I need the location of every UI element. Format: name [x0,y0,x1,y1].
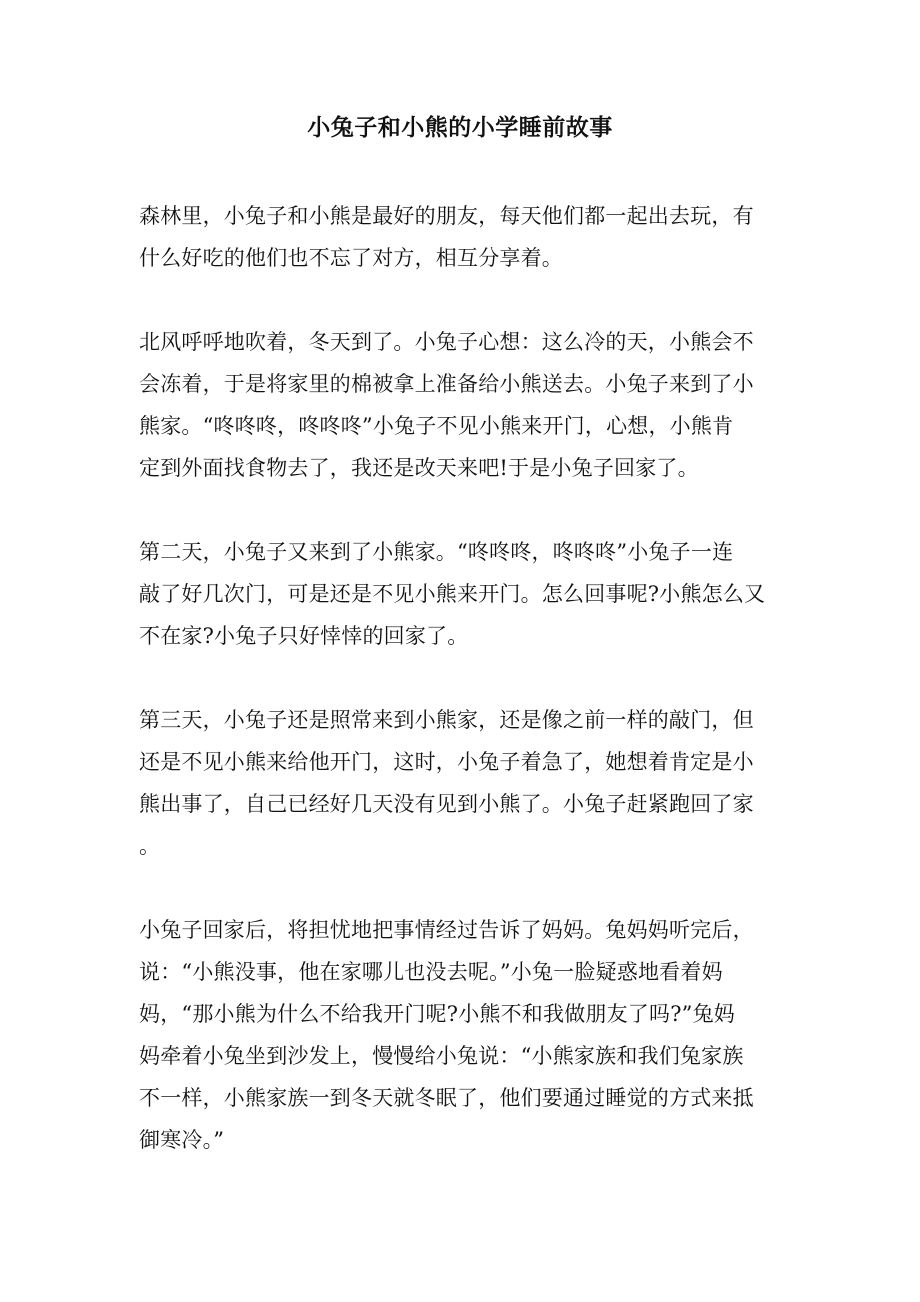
paragraph-line: 说：“小熊没事，他在家哪儿也没去呢。”小兔一脸疑惑地看着妈 [139,960,723,984]
paragraph-line: 定到外面找食物去了，我还是改天来吧!于是小兔子回家了。 [139,456,699,480]
paragraph-line: 会冻着，于是将家里的棉被拿上准备给小熊送去。小兔子来到了小 [139,372,754,396]
paragraph-line: 妈牵着小兔坐到沙发上，慢慢给小兔说：“小熊家族和我们兔家族 [139,1044,744,1068]
paragraph-line: 第三天，小兔子还是照常来到小熊家，还是像之前一样的敲门，但 [139,708,754,732]
paragraph-line: 不在家?小兔子只好悻悻的回家了。 [139,624,469,648]
paragraph-line: 熊家。“咚咚咚，咚咚咚”小兔子不见小熊来开门，心想，小熊肯 [139,414,734,438]
paragraph-line: 敲了好几次门，可是还是不见小熊来开门。怎么回事呢?小熊怎么又 [139,582,766,606]
paragraph-line: 森林里，小兔子和小熊是最好的朋友，每天他们都一起出去玩，有 [139,204,754,228]
paragraph-line: 妈，“那小熊为什么不给我开门呢?小熊不和我做朋友了吗?”兔妈 [139,1002,735,1026]
paragraph-line: 。 [139,834,161,858]
paragraph-line: 熊出事了，自己已经好几天没有见到小熊了。小兔子赶紧跑回了家 [139,792,754,816]
paragraph-line: 不一样，小熊家族一到冬天就冬眠了，他们要通过睡觉的方式来抵 [139,1086,754,1110]
paragraph-line: 什么好吃的他们也不忘了对方，相互分享着。 [139,246,563,270]
paragraph-line: 小兔子回家后，将担忧地把事情经过告诉了妈妈。兔妈妈听完后， [139,918,754,942]
paragraph-line: 还是不见小熊来给他开门，这时，小兔子着急了，她想着肯定是小 [139,750,754,774]
paragraph-line: 第二天，小兔子又来到了小熊家。“咚咚咚，咚咚咚”小兔子一连 [139,540,734,564]
paragraph-line: 北风呼呼地吹着，冬天到了。小兔子心想：这么冷的天，小熊会不 [139,330,754,354]
document-title: 小兔子和小熊的小学睡前故事 [307,114,613,141]
paragraph-line: 御寒冷。” [139,1128,225,1152]
